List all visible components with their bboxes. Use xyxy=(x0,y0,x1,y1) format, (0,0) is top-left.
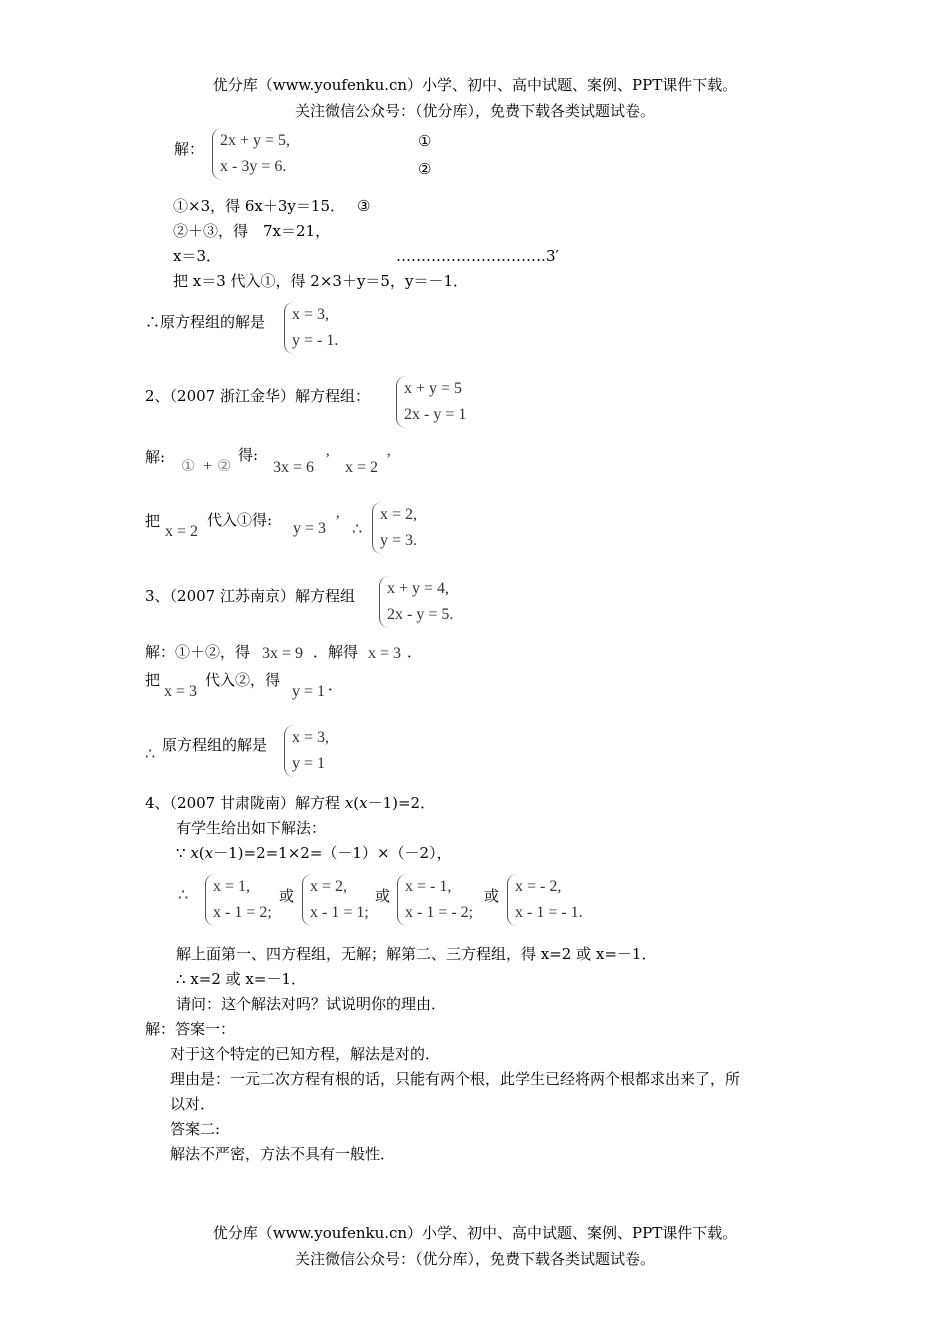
p4-system-a xyxy=(205,874,272,926)
p2-comma3: ’ xyxy=(335,513,341,530)
p4-question xyxy=(145,793,435,813)
p4-answer-4: 答案二: xyxy=(170,1120,221,1138)
p1-sol2: y = - 1. xyxy=(292,332,339,349)
p4-sysB-eq2: x - 1 = 1; xyxy=(310,904,369,921)
p2-de: 得: xyxy=(238,446,259,464)
p4-q-var: x xyxy=(344,794,354,812)
p4-or-2: 或 xyxy=(375,887,391,905)
p4-line2 xyxy=(176,843,452,863)
p3-question: 3、（2007 江苏南京）解方程组 xyxy=(145,587,355,605)
p4-system-b xyxy=(302,874,369,926)
p3-eq-x: x = 3 xyxy=(368,645,402,662)
p1-mark1: ① xyxy=(418,132,432,150)
footer-line-2: 关注微信公众号：（优分库），免费下载各类试题试卷。 xyxy=(294,1250,655,1268)
p2-jie: 解: xyxy=(145,448,166,466)
p2-eq1: x + y = 5 xyxy=(404,380,463,397)
p4-sysA-eq1: x = 1, xyxy=(213,878,251,895)
p4-sysD-eq1: x = - 2, xyxy=(515,878,562,895)
p4-line3: 解上面第一、四方程组，无解；解第二、三方程组，得 x=2 或 x=－1． xyxy=(176,945,657,963)
p4-therefore: ∴ xyxy=(178,887,189,904)
p2-system xyxy=(396,376,466,428)
p3-sol1: x = 3, xyxy=(292,729,330,746)
p4-because: ∵ xyxy=(176,844,191,862)
p4-sysB-eq1: x = 2, xyxy=(310,878,348,895)
p4-sysD-eq2: x - 1 = - 1. xyxy=(515,904,583,921)
p4-l2-paren: ( xyxy=(198,844,205,862)
p1-step3: x＝3． xyxy=(173,247,222,265)
p2-solution xyxy=(372,502,417,554)
p3-system xyxy=(379,576,453,628)
p4-sysA-eq2: x - 1 = 2; xyxy=(213,904,272,921)
p3-sol2: y = 1 xyxy=(292,755,326,772)
p4-answer-3: 以对． xyxy=(170,1095,216,1113)
p2-therefore: ∴ xyxy=(352,521,363,538)
p2-sol2: y = 3. xyxy=(380,532,418,549)
p4-answer-5: 解法不严密，方法不具有一般性． xyxy=(170,1145,396,1163)
p4-l2-tail: －1)=2=1×2=（－1）×（－2）， xyxy=(213,844,452,862)
p3-line1a: 解：①＋②，得 xyxy=(145,643,251,661)
p4-q-paren: ( xyxy=(353,794,360,812)
p2-comma2: ’ xyxy=(386,451,392,468)
p3-line1c: ． xyxy=(407,643,423,661)
p1-system xyxy=(212,128,290,180)
p2-comma1: ’ xyxy=(325,451,331,468)
p4-l2-var: x xyxy=(190,844,199,862)
p1-sol1: x = 3, xyxy=(292,306,330,323)
header-line-1: 优分库（www.youfenku.cn）小学、初中、高中试题、案例、PPT课件下载。 xyxy=(212,76,738,94)
p3-y1: y = 1 xyxy=(292,683,326,700)
p4-answer-2: 理由是：一元二次方程有根的话，只能有两个根，此学生已经将两个根都求出来了，所 xyxy=(170,1070,741,1088)
p2-eq-3x: 3x = 6 xyxy=(273,459,315,476)
p3-solution xyxy=(284,725,329,777)
p2-eq-x: x = 2 xyxy=(345,459,379,476)
p1-step1: ①×3，得 6x＋3y＝15． xyxy=(173,197,345,215)
p2-circle1: ① xyxy=(181,458,196,475)
p3-line2b: 代入②，得 xyxy=(205,671,281,689)
p1-step1-mark: ③ xyxy=(357,197,371,215)
p3-eq1: x + y = 4, xyxy=(387,580,450,597)
p3-ba: 把 xyxy=(145,671,161,689)
p3-eq-3x: 3x = 9 xyxy=(262,645,304,662)
footer-line-1: 优分库（www.youfenku.cn）小学、初中、高中试题、案例、PPT课件下载。 xyxy=(212,1224,738,1242)
p2-question: 2、（2007 浙江金华）解方程组： xyxy=(145,387,370,405)
p3-line1b: ．解得 xyxy=(313,643,359,661)
p4-or-3: 或 xyxy=(484,887,500,905)
p1-eq1: 2x + y = 5, xyxy=(220,132,291,149)
p1-jie: 解： xyxy=(174,140,205,158)
p4-q-text: 4、（2007 甘肃陇南）解方程 xyxy=(145,794,345,812)
p4-l2-var2: x xyxy=(204,844,214,862)
p1-solution xyxy=(284,302,338,354)
p2-ba: 把 xyxy=(145,512,161,530)
p2-circle2: ② xyxy=(217,458,232,475)
p2-sol1: x = 2, xyxy=(380,506,418,523)
p4-q-var2: x xyxy=(359,794,368,812)
p4-line4: ∴ x=2 或 x=－1． xyxy=(176,970,306,988)
p3-eq2: 2x - y = 5. xyxy=(387,606,454,623)
p4-q-tail: －1)=2． xyxy=(367,794,436,812)
p2-dairu: 代入①得: xyxy=(207,511,273,529)
p1-conclusion: ∴原方程组的解是 xyxy=(145,313,266,331)
p4-system-d xyxy=(507,874,583,926)
p4-line1: 有学生给出如下解法： xyxy=(176,819,327,837)
p1-step2: ②＋③，得 7x＝21， xyxy=(173,222,331,240)
p3-therefore: ∴ xyxy=(145,746,156,763)
p4-line5: 请问：这个解法对吗？试说明你的理由． xyxy=(176,995,447,1013)
p1-mark2: ② xyxy=(418,160,432,178)
p2-eq2: 2x - y = 1 xyxy=(404,406,467,423)
header-line-2: 关注微信公众号：（优分库），免费下载各类试题试卷。 xyxy=(294,102,655,120)
p3-x3: x = 3 xyxy=(164,683,198,700)
p4-sysC-eq2: x - 1 = - 2; xyxy=(405,904,474,921)
p2-plus: + xyxy=(203,458,213,475)
p4-system-c xyxy=(397,874,473,926)
p4-answer-heading: 解：答案一： xyxy=(145,1020,236,1038)
p4-answer-1: 对于这个特定的已知方程，解法是对的． xyxy=(170,1045,441,1063)
p3-line2c: ． xyxy=(328,676,344,694)
p1-step4: 把 x＝3 代入①，得 2×3＋y＝5，y＝－1． xyxy=(173,272,468,290)
p4-or-1: 或 xyxy=(279,887,295,905)
p2-y3: y = 3 xyxy=(293,520,327,537)
p1-score-dots: …………………………3′ xyxy=(396,247,559,265)
p1-eq2: x - 3y = 6. xyxy=(220,158,287,175)
p3-conclusion: 原方程组的解是 xyxy=(162,736,268,754)
p4-sysC-eq1: x = - 1, xyxy=(405,878,452,895)
p2-x2: x = 2 xyxy=(165,523,199,540)
